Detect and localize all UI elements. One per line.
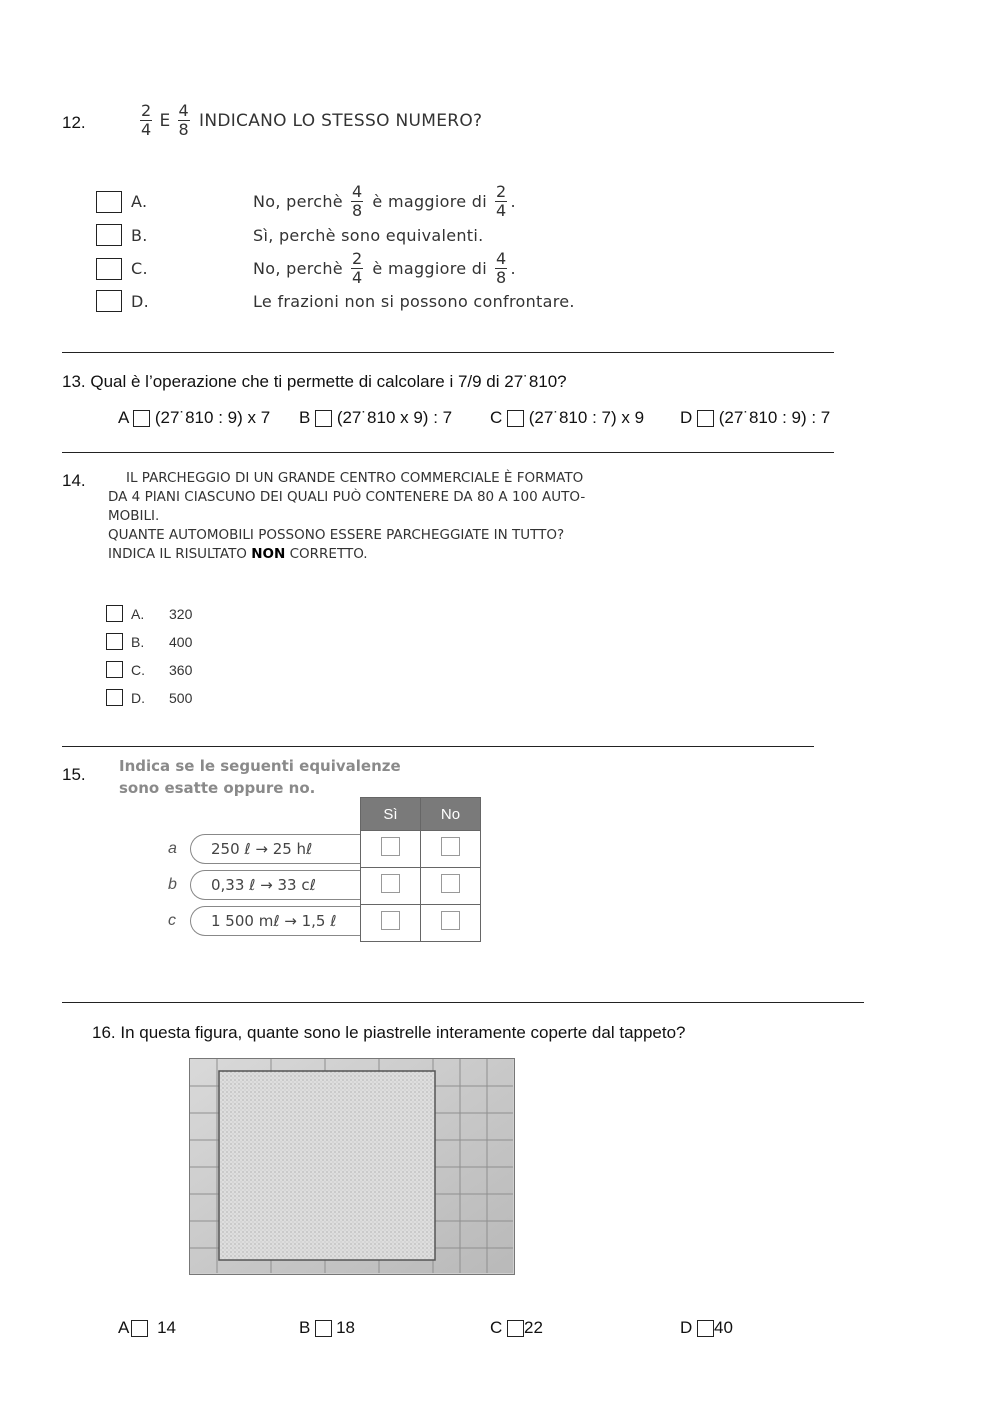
q13-option-a: A (27˙810 : 9) x 7 — [118, 408, 271, 427]
cell-yes-a — [361, 831, 421, 868]
q13-option-d: D (27˙810 : 9) : 7 — [680, 408, 831, 427]
q16-checkbox-b[interactable] — [315, 1320, 332, 1337]
divider — [62, 1002, 864, 1003]
q14-number: 14. — [62, 471, 86, 490]
q12-option-d — [96, 290, 575, 312]
checkbox-no-a[interactable] — [441, 837, 460, 856]
cell-yes-b — [361, 868, 421, 905]
q12-checkbox-c[interactable] — [96, 258, 122, 280]
q15-number: 15. — [62, 765, 86, 784]
q12-option-b — [96, 224, 484, 246]
option-letter: B. — [131, 225, 148, 245]
row-letter-a: a — [168, 840, 177, 857]
q14-checkbox-c[interactable] — [106, 661, 123, 678]
q12-conjunction: E — [159, 110, 171, 131]
option-text: Le frazioni non si possono confrontare. — [253, 291, 575, 311]
q14-checkbox-b[interactable] — [106, 633, 123, 650]
q16-checkbox-c[interactable] — [507, 1320, 524, 1337]
q14-option-d: D. 500 — [106, 689, 229, 706]
cell-no-b — [421, 868, 481, 905]
q13-checkbox-a[interactable] — [133, 410, 150, 427]
q12-number: 12. — [62, 113, 86, 132]
cell-no-c — [421, 905, 481, 942]
q12-checkbox-a[interactable] — [96, 191, 122, 213]
q12-option-a — [96, 184, 516, 219]
q12-fraction-2: $\frac{4}{8}$ — [178, 101, 190, 139]
checkbox-yes-a[interactable] — [381, 837, 400, 856]
equivalence-c: 1 500 mℓ → 1,5 ℓ — [190, 906, 360, 936]
q14-option-a: A. 320 — [106, 605, 229, 622]
q12-question-text: INDICANO LO STESSO NUMERO? — [199, 110, 483, 131]
checkbox-no-b[interactable] — [441, 874, 460, 893]
q12-question — [137, 103, 482, 138]
q14-checkbox-d[interactable] — [106, 689, 123, 706]
cell-yes-c — [361, 905, 421, 942]
q14-option-c: C. 360 — [106, 661, 229, 678]
tile-carpet-figure — [189, 1058, 515, 1275]
q16-checkbox-d[interactable] — [697, 1320, 714, 1337]
q14-problem-text: IL PARCHEGGIO DI UN GRANDE CENTRO COMMERCIALE È FORMATO DA 4 PIANI CIASCUNO DEI QUALI PUÒ CONTENERE DA 80 A 100 AUTO- MOBILI. QUANTE AUTOMOBILI POSSONO ESSERE PARCHEGGIATE IN TUTTO? INDICA IL RISULTATO NON CORRETTO. — [108, 470, 586, 562]
q12-option-c — [96, 251, 516, 286]
row-letter-c: c — [168, 912, 176, 929]
q13-question: 13. Qual è l’operazione che ti permette di calcolare i 7/9 di 27˙810? — [62, 372, 567, 391]
equivalence-b: 0,33 ℓ → 33 cℓ — [190, 870, 360, 900]
col-no: No — [421, 798, 481, 831]
divider — [62, 352, 834, 353]
q14-option-b: B. 400 — [106, 633, 229, 650]
option-text: Sì, perchè sono equivalenti. — [253, 225, 484, 245]
q16-option-c: C 22 — [490, 1318, 543, 1337]
q16-question: 16. In questa figura, quante sono le piastrelle interamente coperte dal tappeto? — [92, 1023, 686, 1042]
option-text: No, perchè $\frac{4}{8}$ è maggiore di $\frac{2}{4}$ . — [253, 182, 516, 220]
q16-option-a: A 14 — [118, 1318, 176, 1337]
q13-option-c: C (27˙810 : 7) x 9 — [490, 408, 645, 427]
checkbox-yes-c[interactable] — [381, 911, 400, 930]
carpet — [219, 1071, 435, 1260]
q12-checkbox-b[interactable] — [96, 224, 122, 246]
option-letter: D. — [131, 291, 150, 311]
equivalence-a: 250 ℓ → 25 hℓ — [190, 834, 360, 864]
q16-checkbox-a[interactable] — [131, 1320, 148, 1337]
q15-table — [360, 797, 481, 942]
divider — [62, 746, 814, 747]
q13-checkbox-d[interactable] — [697, 410, 714, 427]
cell-no-a — [421, 831, 481, 868]
q16-option-b: B 18 — [299, 1318, 355, 1337]
q15-instruction: Indica se le seguenti equivalenze sono esatte oppure no. — [119, 757, 401, 797]
q13-checkbox-b[interactable] — [315, 410, 332, 427]
divider — [62, 452, 834, 453]
q12-checkbox-d[interactable] — [96, 290, 122, 312]
q13-option-b: B (27˙810 x 9) : 7 — [299, 408, 453, 427]
option-letter: A. — [131, 192, 148, 211]
q13-checkbox-c[interactable] — [507, 410, 524, 427]
checkbox-no-c[interactable] — [441, 911, 460, 930]
col-yes: Sì — [361, 798, 421, 831]
q14-checkbox-a[interactable] — [106, 605, 123, 622]
row-letter-b: b — [168, 876, 177, 893]
checkbox-yes-b[interactable] — [381, 874, 400, 893]
q16-option-d: D 40 — [680, 1318, 733, 1337]
option-text: No, perchè $\frac{2}{4}$ è maggiore di $\frac{4}{8}$ . — [253, 249, 516, 287]
q12-fraction-1: $\frac{2}{4}$ — [141, 101, 152, 139]
option-letter: C. — [131, 259, 148, 278]
